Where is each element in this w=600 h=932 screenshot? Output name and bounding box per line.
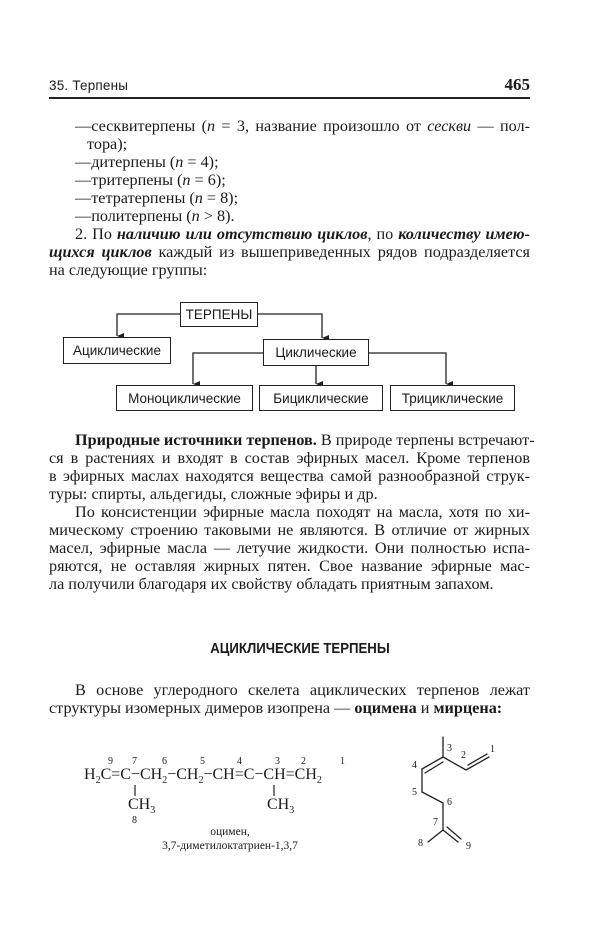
ocimene-caption-iupac: 3,7-диметилоктатриен-1,3,7 — [162, 840, 298, 852]
list-item-continuation: тора); — [87, 135, 128, 153]
section-title: АЦИКЛИЧЕСКИЕ ТЕРПЕНЫ — [210, 640, 390, 657]
myrcene-atom-number: 6 — [447, 797, 452, 808]
list-item-tetraterpenes: —тетратерпены (n = 8); — [75, 189, 239, 207]
ocimene-atom-number: 8 — [132, 815, 137, 826]
consistency-line1: По консистенции эфирные масла походят на масла, хотя по хи- — [75, 503, 530, 521]
ocimene-atom-number: 3 — [275, 756, 280, 767]
diagram-box-acyclic: Ациклические — [63, 337, 171, 364]
point2-line3: на следующие группы: — [49, 261, 208, 279]
ocimene-atom-number: 7 — [132, 756, 137, 767]
myrcene-atom-number: 2 — [461, 750, 466, 761]
diagram-box-terpenes: ТЕРПЕНЫ — [180, 302, 258, 327]
ocimene-atom-number: 5 — [200, 756, 205, 767]
ocimene-methyl-3: $CH_3$ — [267, 796, 295, 817]
list-item-diterpenes: —дитерпены (n = 4); — [75, 153, 219, 171]
page-number: 465 — [504, 75, 530, 94]
consistency-line2: мическому строению таковыми не являются. В отличие от жирных — [49, 521, 530, 539]
myrcene-atom-number: 7 — [433, 817, 438, 828]
diagram-box-cyclic: Циклические — [263, 339, 369, 366]
intro-line1: В основе углеродного скелета ациклических терпенов лежат — [75, 681, 530, 699]
consistency-line3: масел, эфирные масла — летучие жидкости. Они полностью испа- — [49, 539, 530, 557]
natural-sources-line2: ся в растениях и входят в состав эфирных масел. Кроме терпенов — [49, 449, 530, 467]
list-item-sesquiterpenes: —сесквитерпены (n = 3, название произошло от сескви — пол- — [75, 117, 530, 135]
myrcene-atom-number: 9 — [466, 841, 471, 852]
chapter-title: 35. Терпены — [49, 78, 129, 93]
consistency-line4: ряются, не оставляя жирных пятен. Свое название эфирные мас- — [49, 557, 530, 575]
natural-sources-line4: туры: спирты, альдегиды, сложные эфиры и др. — [49, 485, 378, 503]
ocimene-atom-number: 1 — [340, 756, 345, 767]
diagram-box-bicyclic: Бициклические — [259, 385, 383, 411]
consistency-line5: ла получили благодаря их свойству обладать приятным запахом. — [49, 575, 494, 593]
myrcene-atom-number: 4 — [412, 760, 417, 771]
ocimene-atom-number: 2 — [301, 756, 306, 767]
list-item-triterpenes: —тритерпены (n = 6); — [75, 171, 226, 189]
myrcene-atom-number: 5 — [412, 787, 417, 798]
ocimene-atom-number: 6 — [162, 756, 167, 767]
natural-sources-line1: Природные источники терпенов. В природе терпены встречают- — [75, 431, 535, 449]
ocimene-atom-number: 9 — [108, 756, 113, 767]
point2-line2: щихся циклов каждый из вышеприведенных рядов подразделяется — [49, 243, 530, 261]
diagram-box-monocyclic: Моноциклические — [116, 385, 253, 411]
myrcene-atom-number: 8 — [418, 838, 423, 849]
ocimene-caption-name: оцимен, — [210, 826, 250, 838]
list-item-polyterpenes: —политерпены (n > 8). — [75, 207, 235, 225]
ocimene-formula: $H_2C=C-CH_2-CH_2-CH=C-CH=CH_2$ — [84, 766, 322, 787]
diagram-box-tricyclic: Трициклические — [390, 385, 515, 411]
natural-sources-line3: в эфирных маслах находятся вещества самой разнообразной струк- — [49, 467, 530, 485]
myrcene-atom-number: 3 — [447, 743, 452, 754]
ocimene-methyl-8: $CH_3$ — [128, 796, 156, 817]
point2-line1: 2. По наличию или отсутствию циклов, по количеству имею- — [75, 225, 530, 243]
intro-line2: структуры изомерных димеров изопрена — оцимена и мирцена: — [49, 699, 503, 717]
ocimene-atom-number: 4 — [237, 756, 242, 767]
myrcene-atom-number: 1 — [490, 744, 495, 755]
